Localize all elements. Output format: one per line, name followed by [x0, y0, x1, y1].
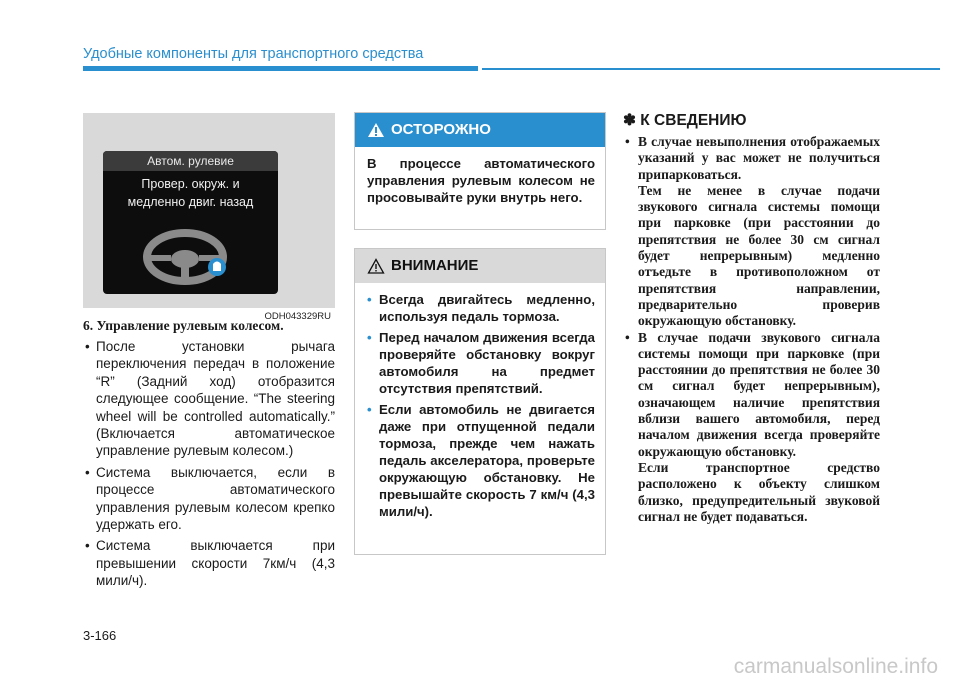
list-item: • Система выключается при превышении скорости 7км/ч (4,3 мили/ч). [83, 537, 335, 589]
steering-wheel-icon [103, 219, 278, 294]
display-message: Провер. окруж. и медленно двиг. назад [127, 177, 254, 209]
list-item: • После установки рычага переключения передач в положение “R” (Задний ход) отобразится следующее сообщение. “The steering wheel will be controlled automatically.” (Включается автоматическое управление рулевым колесом.) [83, 338, 335, 460]
list-item: • Если автомобиль не двигается даже при отпущенной педали тормоза, прежде чем нажать педаль акселератора, проверьте окружающую обстановку. Не превышайте скорость 7 км/ч (4,3 мили/ч). [367, 401, 595, 520]
note-paragraph: Тем не менее в случае подачи звукового сигнала системы помощи при парковке (при расстоянии до препятствия не более 30 см сигнал будет непрерывным) медленно отъедьте в противоположном от препятствия направлении, предварительно проверив окружающую обстановку. [638, 182, 880, 329]
note-heading: ✽ К СВЕДЕНИЮ [623, 112, 747, 129]
list-item [623, 134, 880, 330]
list-item: • Всегда двигайтесь медленно, используя педаль тормоза. [367, 291, 595, 325]
page-number: 3-166 [83, 628, 117, 643]
caution-triangle-icon [367, 258, 385, 274]
caution-list [355, 283, 605, 520]
list-item [623, 330, 880, 526]
section-title: Удобные компоненты для транспортного средства [83, 46, 424, 62]
header-rule-thin [482, 68, 940, 70]
note-paragraph: • В случае подачи звукового сигнала системы помощи при парковке (при расстоянии до препятствия не более 30 см сигнал будет непрерывным), означающем наличие препятствия вблизи вашего автомобиля, перед началом движения всегда проверяйте окружающую обстановку. [638, 329, 880, 459]
list-item: • Перед началом движения всегда проверяйте обстановку вокруг автомобиля на предмет отсутствия препятствий. [367, 329, 595, 397]
warning-triangle-icon [367, 122, 385, 138]
warning-text: В процессе автоматического управления рулевым колесом не просовывайте руки внутрь него. [367, 156, 595, 205]
list-item: • Система выключается, если в процессе автоматического управления рулевым колесом крепко удержать его. [83, 464, 335, 534]
caution-header [355, 249, 605, 283]
watermark: carmanualsonline.info [733, 655, 938, 678]
note-list [623, 134, 880, 525]
figure-code: ODH043329RU [264, 311, 331, 322]
steps-list [83, 338, 335, 594]
header-rule [83, 66, 478, 71]
display-title: Автом. рулевие [103, 151, 278, 171]
caution-box [354, 248, 606, 555]
step-heading: 6. Управление рулевым колесом. [83, 318, 284, 333]
cluster-display [103, 151, 278, 294]
warning-header [355, 113, 605, 147]
warning-box [354, 112, 606, 230]
note-paragraph: • В случае невыполнения отображаемых указаний у вас может не получиться припарковаться. [638, 134, 880, 182]
caution-title: ВНИМАНИЕ [391, 257, 479, 274]
warning-title: ОСТОРОЖНО [391, 121, 491, 138]
dashboard-figure [83, 113, 335, 322]
note-paragraph: Если транспортное средство расположено к объекту слишком близко, предупредительный звуковой сигнал не будет подаваться. [638, 459, 880, 524]
